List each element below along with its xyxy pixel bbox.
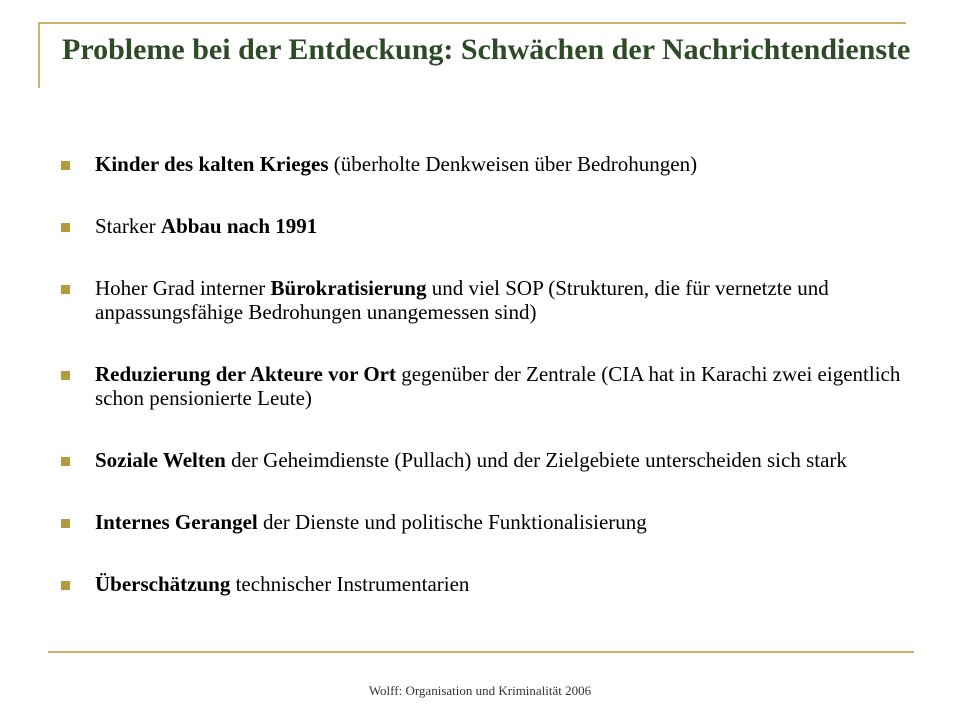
bullet-text-bold: Internes Gerangel xyxy=(95,510,258,534)
bullet-text: und viel SOP (Strukturen, die für vernetzte und anpassungsfähige Bedrohungen unangemessen sind) xyxy=(95,276,829,324)
bullet-text: technischer Instrumentarien xyxy=(230,572,470,596)
bottom-rule xyxy=(48,651,914,653)
square-bullet-icon xyxy=(61,457,70,466)
square-bullet-icon xyxy=(61,371,70,380)
bullet-text-bold: Überschätzung xyxy=(95,572,231,596)
slide-title: Probleme bei der Entdeckung: Schwächen der Nachrichtendienste xyxy=(62,33,911,66)
bullet-item xyxy=(60,448,930,472)
bullet-text-bold: Reduzierung der Akteure vor Ort xyxy=(95,362,396,386)
square-bullet-icon xyxy=(61,285,70,294)
bullet-text: (überholte Denkweisen über Bedrohungen) xyxy=(328,152,698,176)
bullet-list xyxy=(60,152,930,596)
bullet-text-bold: Bürokratisierung xyxy=(270,276,427,300)
bullet-text: Hoher Grad interner xyxy=(95,276,271,300)
bullet-text-bold: Kinder des kalten Krieges xyxy=(95,152,329,176)
bullet-item xyxy=(60,572,930,596)
square-bullet-icon xyxy=(61,223,70,232)
bullet-text: Starker xyxy=(95,214,161,238)
bullet-text: der Dienste und politische Funktionalisierung xyxy=(257,510,647,534)
square-bullet-icon xyxy=(61,581,70,590)
footer-text: Wolff: Organisation und Kriminalität 2006 xyxy=(368,683,592,698)
bullet-item xyxy=(60,510,930,534)
bullet-item xyxy=(60,152,930,176)
bullet-text: der Geheimdienste (Pullach) und der Zielgebiete unterscheiden sich stark xyxy=(225,448,847,472)
bullet-text: gegenüber der Zentrale (CIA hat in Karachi zwei eigentlich schon pensionierte Leute) xyxy=(95,362,901,410)
bullet-text-bold: Abbau nach 1991 xyxy=(160,214,318,238)
left-rule xyxy=(38,22,40,88)
square-bullet-icon xyxy=(61,161,70,170)
bullet-item xyxy=(60,214,930,238)
bullet-text-bold: Soziale Welten xyxy=(95,448,226,472)
bullet-item xyxy=(60,362,930,410)
top-rule xyxy=(38,22,906,24)
square-bullet-icon xyxy=(61,519,70,528)
bullet-item xyxy=(60,276,930,324)
